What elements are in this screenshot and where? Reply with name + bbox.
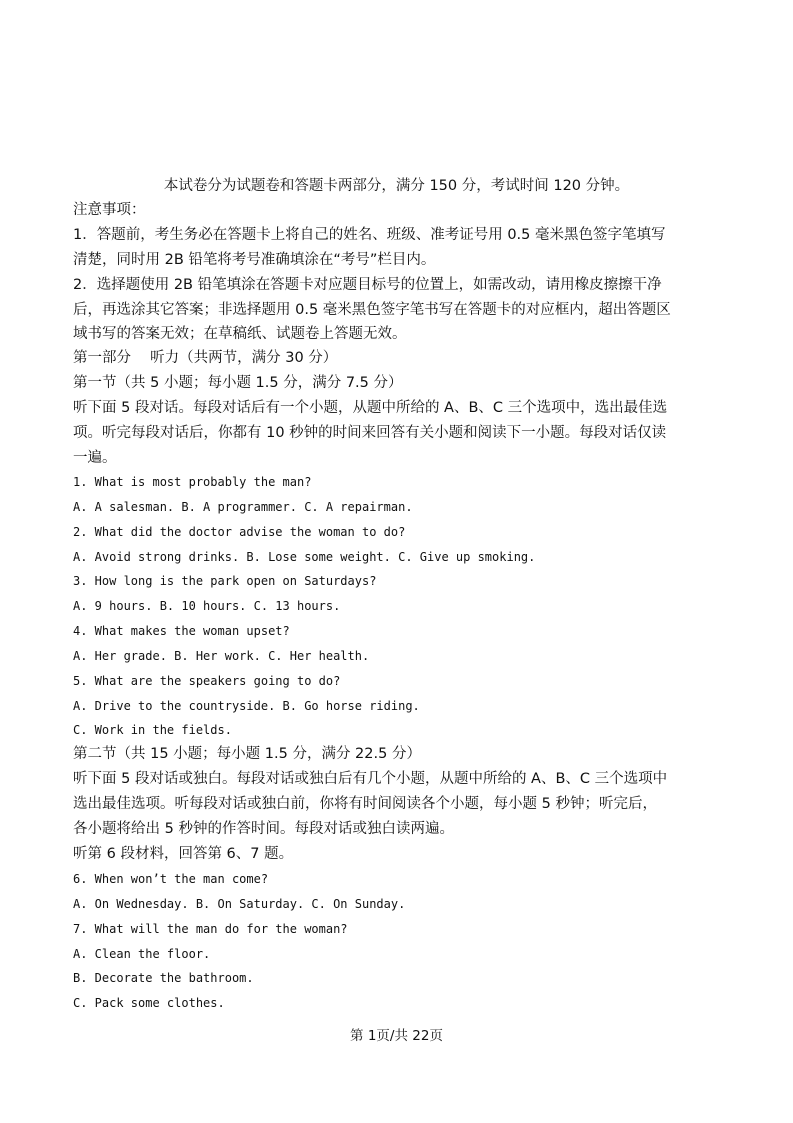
section2-instruction: 各小题将给出 5 秒钟的作答时间。每段对话或独白读两遍。 [73, 821, 454, 837]
section2-instruction: 听下面 5 段对话或独白。每段对话或独白后有几个小题，从题中所给的 A、B、C 三个选项中 [73, 771, 668, 787]
options-5-c: C. Work in the fields. [73, 723, 232, 737]
option-7-b: B. Decorate the bathroom. [73, 971, 254, 985]
exam-intro: 本试卷分为试题卷和答题卡两部分，满分 150 分，考试时间 120 分钟。 [163, 178, 630, 194]
section1-title: 第一节（共 5 小题；每小题 1.5 分，满分 7.5 分） [73, 375, 403, 391]
section1-instruction: 一遍。 [73, 450, 117, 466]
option-7-c: C. Pack some clothes. [73, 996, 225, 1010]
option-7-a: A. Clean the floor. [73, 947, 211, 961]
options-2: A. Avoid strong drinks. B. Lose some weight. C. Give up smoking. [73, 550, 536, 564]
page-footer: 第 1页/共 22页 [350, 1028, 443, 1044]
options-5: A. Drive to the countryside. B. Go horse riding. [73, 699, 420, 713]
material-6-heading: 听第 6 段材料，回答第 6、7 题。 [73, 846, 294, 862]
question-2: 2. What did the doctor advise the woman to do? [73, 525, 406, 539]
notes-line: 清楚，同时用 2B 铅笔将考号准确填涂在“考号”栏目内。 [73, 252, 436, 268]
section2-title: 第二节（共 15 小题；每小题 1.5 分，满分 22.5 分） [73, 746, 421, 762]
options-4: A. Her grade. B. Her work. C. Her health. [73, 649, 370, 663]
question-5: 5. What are the speakers going to do? [73, 674, 341, 688]
part1-title: 第一部分 听力（共两节，满分 30 分） [73, 350, 338, 366]
question-6: 6. When won’t the man come? [73, 872, 269, 886]
question-4: 4. What makes the woman upset? [73, 624, 290, 638]
section1-instruction: 听下面 5 段对话。每段对话后有一个小题，从题中所给的 A、B、C 三个选项中，选出最佳选 [73, 400, 668, 416]
notes-line: 后，再选涂其它答案；非选择题用 0.5 毫米黑色签字笔书写在答题卡的对应框内，超出答题区 [73, 302, 671, 318]
notes-line: 1．答题前，考生务必在答题卡上将自己的姓名、班级、准考证号用 0.5 毫米黑色签字笔填写 [73, 227, 666, 243]
section2-instruction: 选出最佳选项。听每段对话或独白前，你将有时间阅读各个小题，每小题 5 秒钟；听完后， [73, 796, 657, 812]
question-3: 3. How long is the park open on Saturdays? [73, 574, 377, 588]
notes-line: 2．选择题使用 2B 铅笔填涂在答题卡对应题目标号的位置上，如需改动，请用橡皮擦擦干净 [73, 277, 662, 293]
options-1: A. A salesman. B. A programmer. C. A repairman. [73, 500, 413, 514]
options-6: A. On Wednesday. B. On Saturday. C. On Sunday. [73, 897, 406, 911]
question-1: 1. What is most probably the man? [73, 475, 312, 489]
notes-title: 注意事项： [73, 202, 146, 218]
notes-line: 域书写的答案无效；在草稿纸、试题卷上答题无效。 [73, 326, 407, 342]
options-3: A. 9 hours. B. 10 hours. C. 13 hours. [73, 599, 341, 613]
section1-instruction: 项。听完每段对话后，你都有 10 秒钟的时间来回答有关小题和阅读下一小题。每段对话仅读 [73, 425, 667, 441]
question-7: 7. What will the man do for the woman? [73, 922, 348, 936]
